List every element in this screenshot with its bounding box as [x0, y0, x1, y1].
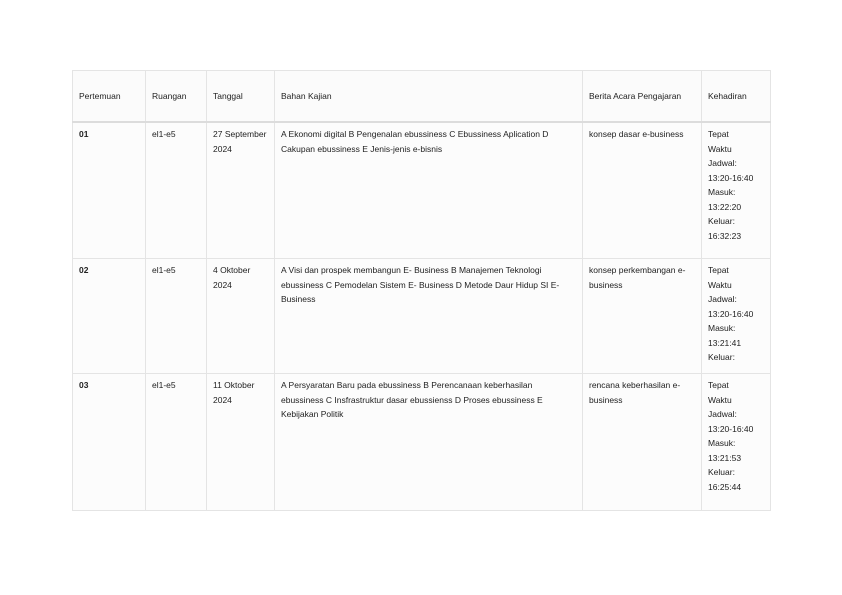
kehadiran-line: Masuk: [708, 323, 736, 333]
cell-bahan-kajian: A Visi dan prospek membangun E- Business B Manajemen Teknologi ebussiness C Pemodelan Sistem E- Business D Metode Daur Hidup SI E- Business [275, 259, 583, 374]
kehadiran-line: Waktu [708, 143, 732, 154]
kehadiran-line: Keluar: [708, 352, 735, 362]
kehadiran-line: Masuk: [708, 438, 736, 448]
kehadiran-line: Jadwal: [708, 158, 737, 168]
table-header [73, 71, 771, 123]
cell-bahan-kajian: A Persyaratan Baru pada ebussiness B Perencanaan keberhasilan ebussiness C Insfrastruktur dasar ebussienss D Proses ebussiness E Kebijakan Politik [275, 374, 583, 511]
cell-kehadiran [702, 122, 771, 259]
cell-ruangan: el1-e5 [146, 374, 207, 511]
header-kehadiran: Kehadiran [702, 71, 771, 123]
kehadiran-line: Waktu [708, 279, 732, 290]
cell-pertemuan: 01 [73, 122, 146, 259]
table-row [73, 259, 771, 374]
attendance-table [72, 70, 771, 511]
kehadiran-line: 13:22:20 [708, 201, 742, 212]
kehadiran-line: Jadwal: [708, 294, 737, 304]
table-row [73, 374, 771, 511]
kehadiran-line: Keluar: [708, 467, 735, 477]
kehadiran-line: Masuk: [708, 187, 736, 197]
cell-berita-acara: konsep dasar e-business [583, 122, 702, 259]
cell-berita-acara: konsep perkembangan e-business [583, 259, 702, 374]
kehadiran-line: 13:21:41 [708, 337, 742, 348]
header-row [73, 71, 771, 123]
cell-berita-acara: rencana keberhasilan e-business [583, 374, 702, 511]
cell-pertemuan: 02 [73, 259, 146, 374]
cell-bahan-kajian: A Ekonomi digital B Pengenalan ebussiness C Ebussiness Aplication D Cakupan ebussiness E Jenis-jenis e-bisnis [275, 122, 583, 259]
header-berita-acara: Berita Acara Pengajaran [583, 71, 702, 123]
cell-tanggal: 27 September 2024 [207, 122, 275, 259]
kehadiran-line: 16:32:23 [708, 230, 742, 241]
cell-pertemuan: 03 [73, 374, 146, 511]
kehadiran-line: Keluar: [708, 216, 735, 226]
kehadiran-line: Tepat [708, 380, 729, 390]
cell-kehadiran [702, 374, 771, 511]
kehadiran-line: 13:20-16:40 [708, 308, 754, 319]
kehadiran-line: Tepat [708, 129, 729, 139]
cell-ruangan: el1-e5 [146, 122, 207, 259]
cell-kehadiran [702, 259, 771, 374]
table-row [73, 122, 771, 259]
cell-tanggal: 11 Oktober 2024 [207, 374, 275, 511]
kehadiran-line: Tepat [708, 265, 729, 275]
kehadiran-line: 13:20-16:40 [708, 423, 754, 434]
cell-tanggal: 4 Oktober 2024 [207, 259, 275, 374]
kehadiran-line: Waktu [708, 394, 732, 405]
header-bahan-kajian: Bahan Kajian [275, 71, 583, 123]
header-tanggal: Tanggal [207, 71, 275, 123]
kehadiran-line: 16:25:44 [708, 481, 742, 492]
kehadiran-line: 13:21:53 [708, 452, 742, 463]
kehadiran-line: 13:20-16:40 [708, 172, 754, 183]
kehadiran-line: Jadwal: [708, 409, 737, 419]
cell-ruangan: el1-e5 [146, 259, 207, 374]
header-ruangan: Ruangan [146, 71, 207, 123]
header-pertemuan: Pertemuan [73, 71, 146, 123]
